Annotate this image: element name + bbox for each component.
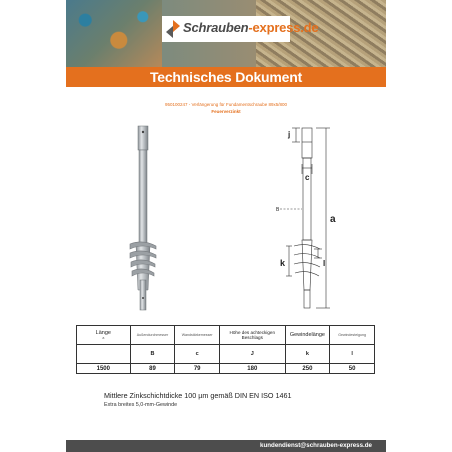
spec-header-row: [77, 326, 375, 345]
title-bar: [66, 67, 386, 87]
dimension-drawing: [280, 128, 330, 308]
label-j: j: [288, 130, 291, 139]
symbol-B: B: [130, 345, 175, 364]
spec-table: [76, 325, 375, 374]
product-finish: Feuerverzinkt: [211, 109, 241, 114]
header-photo-tools: [66, 0, 162, 67]
header-thread-length: Gewindelänge: [285, 326, 330, 345]
symbol-l: l: [330, 345, 375, 364]
technical-drawing: [66, 118, 386, 318]
footer-email-link[interactable]: kundendienst@schrauben-express.de: [260, 442, 372, 449]
symbol-k: k: [285, 345, 330, 364]
symbol-c: c: [175, 345, 220, 364]
header-wall-thickness: Wandstärkemesser: [175, 326, 220, 345]
value-octagon-height: 180: [220, 364, 286, 374]
footer-bar: [66, 440, 386, 452]
coating-note: Mittlere Zinkschichtdicke 100 µm gemäß DIN EN ISO 1461: [104, 391, 292, 400]
symbol-J: J: [220, 345, 286, 364]
label-l: l: [323, 259, 326, 268]
value-thread-length: 250: [285, 364, 330, 374]
header-length: Länge a: [77, 326, 131, 345]
label-c: c: [305, 173, 310, 182]
value-wall-thickness: 79: [175, 364, 220, 374]
header-octagon-height: Höhe des achteckigen Beschlags: [220, 326, 286, 345]
value-thread-pitch: 50: [330, 364, 375, 374]
thread-note: Extra breites 5,0-mm-Gewinde: [104, 402, 178, 408]
spec-value-row: [77, 364, 375, 374]
spec-symbol-row: [77, 345, 375, 364]
document-title: Technisches Dokument: [149, 69, 303, 85]
label-B: B: [276, 207, 280, 213]
label-a: a: [330, 214, 336, 225]
product-photo: [130, 126, 156, 310]
header-banner: [66, 0, 386, 67]
label-k: k: [280, 258, 286, 268]
document-page: [66, 0, 386, 452]
brand-logo: Schrauben-express.de: [183, 20, 319, 35]
header-outer-diameter: Außendurchmesser: [130, 326, 175, 345]
value-outer-diameter: 89: [130, 364, 175, 374]
symbol-cell: [77, 345, 131, 364]
header-thread-pitch: Gewindesteigung: [330, 326, 375, 345]
logo-icon: [166, 20, 180, 38]
value-length: 1500: [77, 364, 131, 374]
product-line: 950100247 - Verlängerung für Fundamentschraube 89x5/800: [164, 102, 288, 107]
